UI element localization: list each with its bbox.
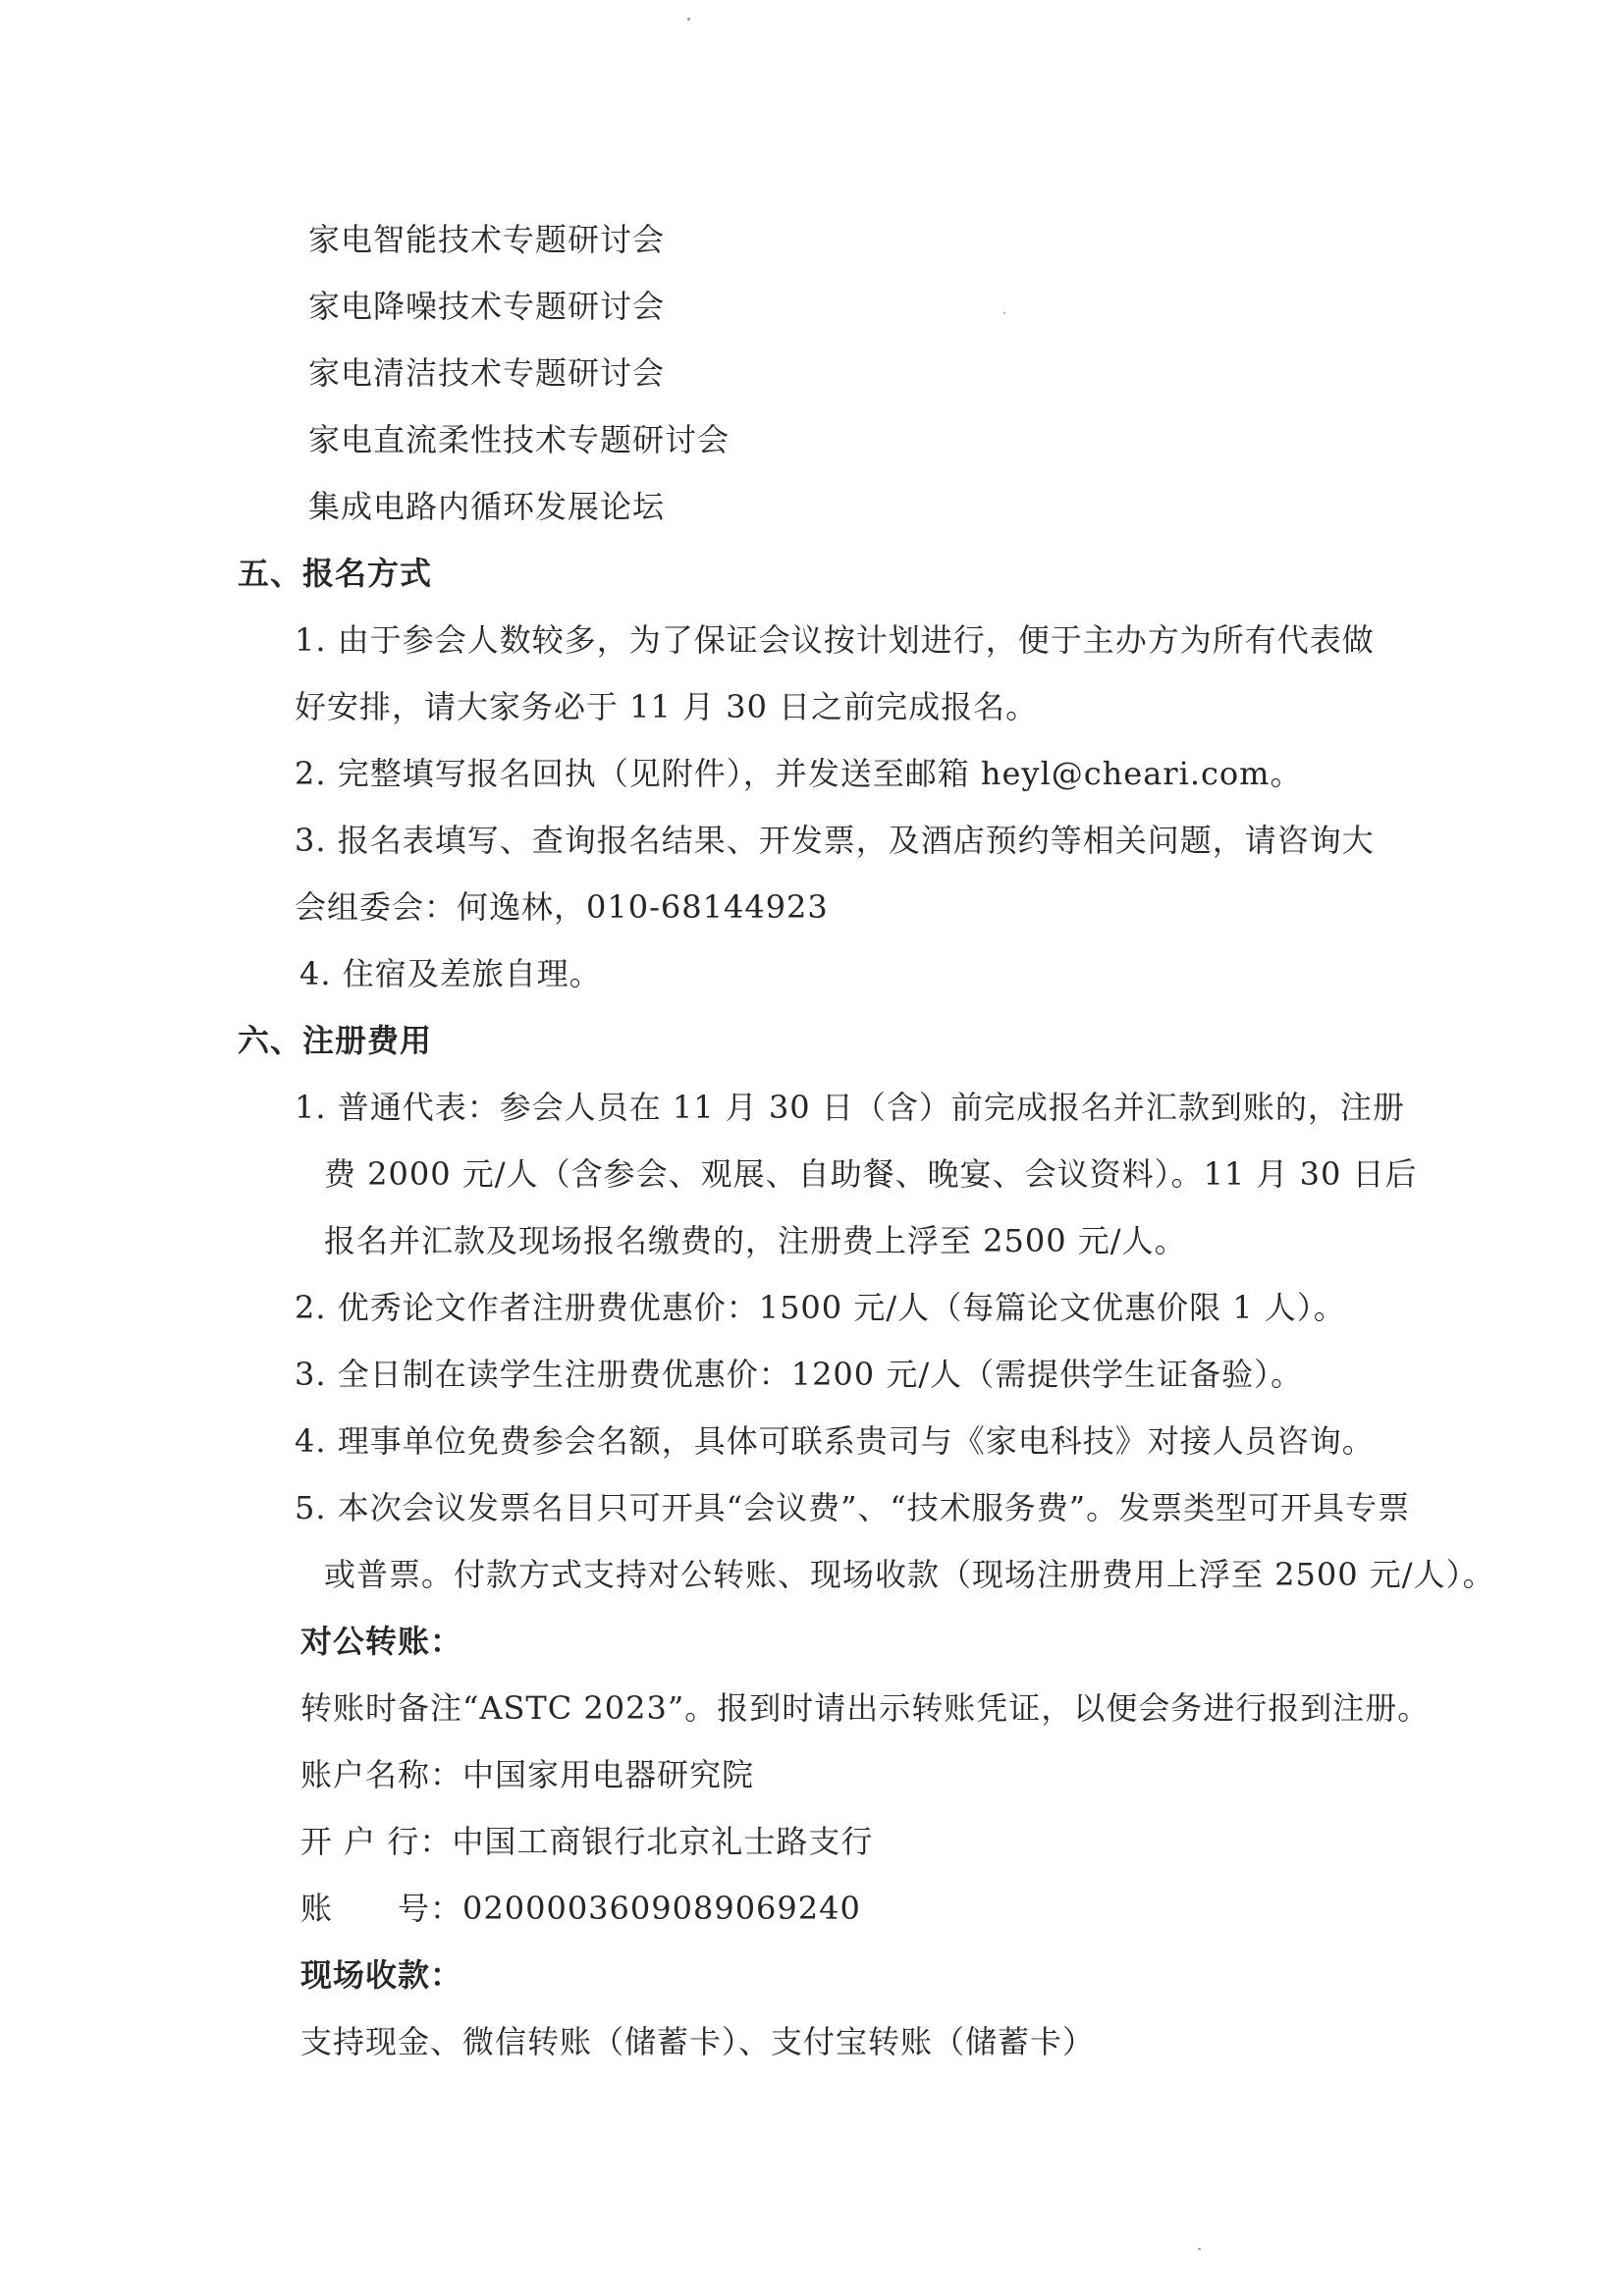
scan-speck bbox=[1198, 2248, 1201, 2250]
fee-item-5-line-2: 或普票。付款方式支持对公转账、现场收款（现场注册费用上浮至 2500 元/人）。 bbox=[324, 1556, 1495, 1593]
registration-item-3-line-2: 会组委会：何逸林，010-68144923 bbox=[295, 888, 829, 926]
account-number-label: 账 号： bbox=[300, 1890, 463, 1927]
section-heading-registration: 五、报名方式 bbox=[238, 555, 433, 592]
forum-item: 家电降噪技术专题研讨会 bbox=[308, 288, 666, 325]
registration-item-3-line-1: 3. 报名表填写、查询报名结果、开发票，及酒店预约等相关问题，请咨询大 bbox=[295, 822, 1375, 859]
forum-item: 家电直流柔性技术专题研讨会 bbox=[308, 421, 730, 458]
fee-item-2: 2. 优秀论文作者注册费优惠价：1500 元/人（每篇论文优惠价限 1 人）。 bbox=[295, 1289, 1346, 1326]
bank-name: 开 户 行：中国工商银行北京礼士路支行 bbox=[300, 1823, 874, 1860]
fee-item-1-line-3: 报名并汇款及现场报名缴费的，注册费上浮至 2500 元/人。 bbox=[324, 1222, 1187, 1259]
forum-item: 家电清洁技术专题研讨会 bbox=[308, 354, 666, 392]
registration-item-1-line-2: 好安排，请大家务必于 11 月 30 日之前完成报名。 bbox=[295, 688, 1039, 725]
onsite-methods: 支持现金、微信转账（储蓄卡）、支付宝转账（储蓄卡） bbox=[300, 2023, 1096, 2060]
transfer-heading: 对公转账： bbox=[300, 1623, 463, 1660]
scan-speck bbox=[687, 18, 690, 21]
forum-item: 家电智能技术专题研讨会 bbox=[308, 221, 666, 258]
section-heading-fees: 六、注册费用 bbox=[238, 1022, 433, 1059]
fee-item-1-line-1: 1. 普通代表：参会人员在 11 月 30 日（含）前完成报名并汇款到账的，注册 bbox=[295, 1089, 1405, 1126]
fee-item-1-line-2: 费 2000 元/人（含参会、观展、自助餐、晚宴、会议资料）。11 月 30 日后 bbox=[324, 1155, 1418, 1193]
registration-item-4: 4. 住宿及差旅自理。 bbox=[299, 955, 602, 992]
forum-item: 集成电路内循环发展论坛 bbox=[308, 488, 666, 525]
transfer-note: 转账时备注“ASTC 2023”。报到时请出示转账凭证，以便会务进行报到注册。 bbox=[300, 1689, 1431, 1727]
registration-item-2: 2. 完整填写报名回执（见附件），并发送至邮箱 heyl@cheari.com。 bbox=[295, 755, 1303, 792]
scan-speck bbox=[1003, 312, 1005, 314]
account-name: 账户名称：中国家用电器研究院 bbox=[300, 1756, 755, 1793]
registration-item-1-line-1: 1. 由于参会人数较多，为了保证会议按计划进行，便于主办方为所有代表做 bbox=[295, 621, 1375, 659]
account-number: 0200003609089069240 bbox=[462, 1890, 861, 1927]
fee-item-4: 4. 理事单位免费参会名额，具体可联系贵司与《家电科技》对接人员咨询。 bbox=[295, 1422, 1375, 1460]
fee-item-3: 3. 全日制在读学生注册费优惠价：1200 元/人（需提供学生证备验）。 bbox=[295, 1356, 1304, 1393]
fee-item-5-line-1: 5. 本次会议发票名目只可开具“会议费”、“技术服务费”。发票类型可开具专票 bbox=[295, 1489, 1411, 1526]
account-number-row bbox=[300, 1889, 861, 1928]
onsite-heading: 现场收款： bbox=[300, 1956, 463, 1994]
